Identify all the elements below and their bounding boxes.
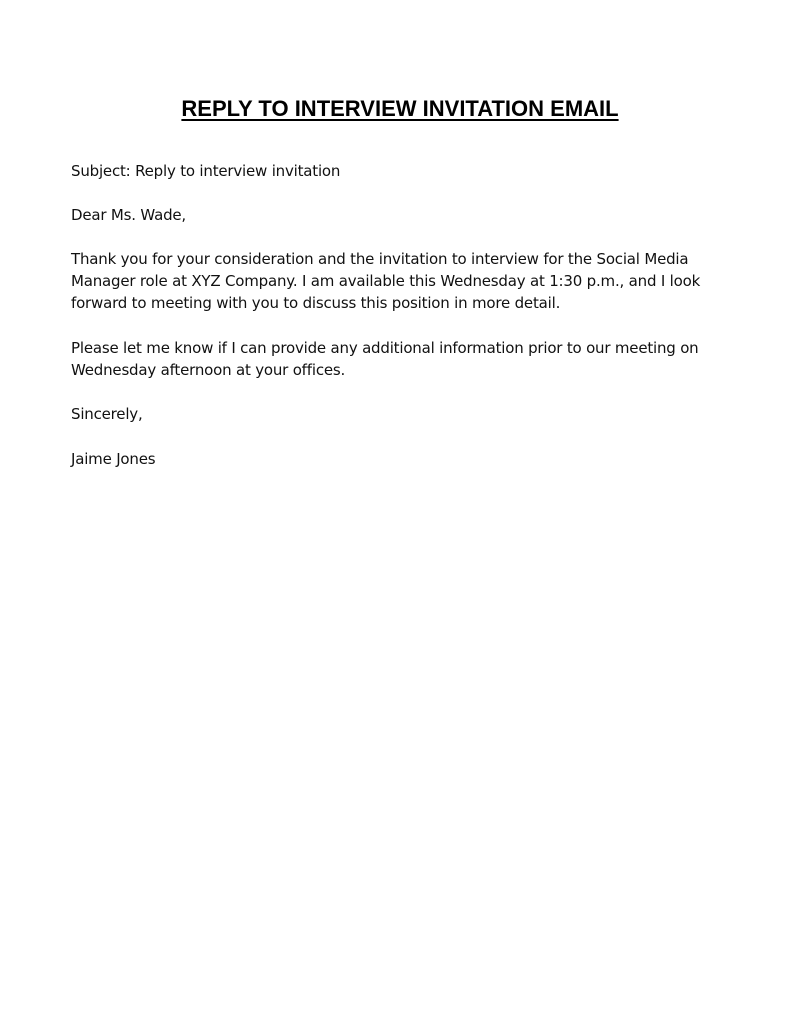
email-closing: Sincerely, <box>71 405 143 423</box>
document-title: REPLY TO INTERVIEW INVITATION EMAIL <box>181 96 619 121</box>
email-paragraph-availability: Thank you for your consideration and the invitation to interview for the Social Media Manager role at XYZ Company. I am available this Wednesday at 1:30 p.m., and I look forward to meeting with you to discuss this position in more detail. <box>71 250 701 312</box>
email-signature: Jaime Jones <box>71 450 156 468</box>
email-paragraph-additional-info: Please let me know if I can provide any additional information prior to our meeting on Wednesday afternoon at your offices. <box>71 339 699 379</box>
email-subject-line: Subject: Reply to interview invitation <box>71 162 341 180</box>
email-salutation: Dear Ms. Wade, <box>71 206 186 224</box>
